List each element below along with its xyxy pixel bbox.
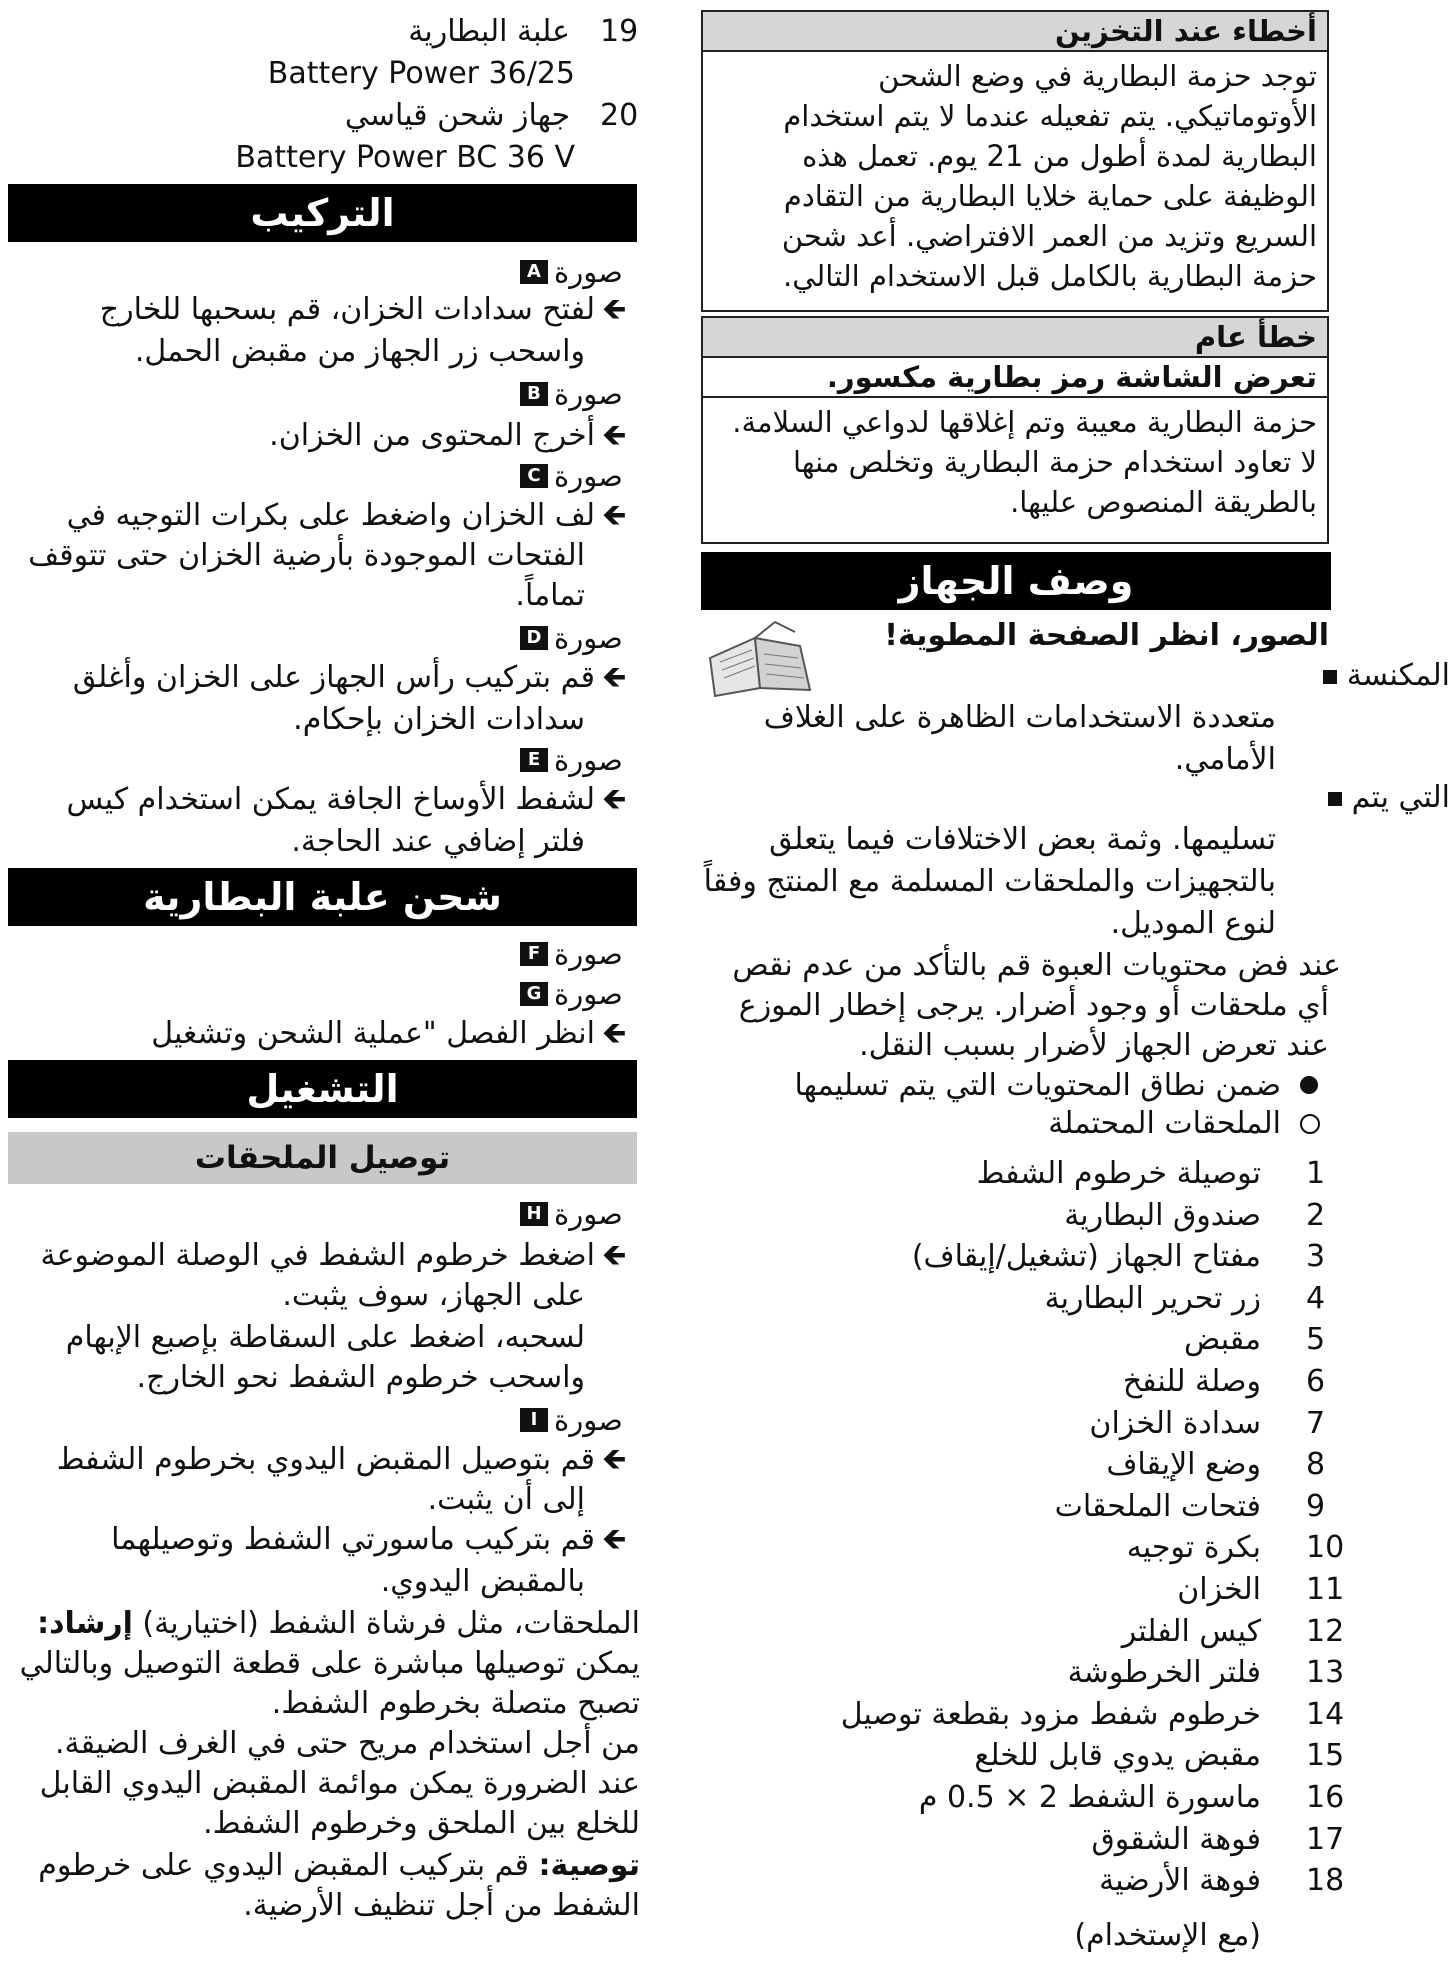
part-label: فوهة الأرضية	[1099, 1863, 1261, 1898]
general-error-body	[703, 398, 1327, 526]
part-number: 13	[1306, 1655, 1345, 1690]
part-number: 18	[1306, 1863, 1345, 1898]
item-label-ar: علبة البطارية	[408, 14, 570, 49]
recommendation-line: الشفط من أجل تنظيف الأرضية.	[243, 1888, 640, 1923]
storage-error-title: أخطاء عند التخزين	[703, 12, 1327, 52]
hint-line: للخلع بين الملحق وخرطوم الشفط.	[203, 1806, 640, 1841]
part-number: 8	[1306, 1447, 1326, 1482]
step-text: انظر الفصل "عملية الشحن وتشغيل	[151, 1016, 595, 1051]
part-number: 7	[1306, 1406, 1326, 1441]
figure-word: صورة	[554, 621, 623, 655]
figure-letter-box: C	[520, 464, 548, 488]
figure-letter-box: H	[520, 1202, 548, 1226]
open-circle-icon	[1300, 1114, 1320, 1138]
paragraph-line: بالتجهيزات والملحقات المسلمة مع المنتج وفقاً	[703, 864, 1276, 899]
step-text: الفتحات الموجودة بأرضية الخزان حتى تتوقف	[28, 538, 585, 573]
arrow-icon: 🡸	[602, 782, 627, 817]
step-text: لشفط الأوساخ الجافة يمكن استخدام كيس	[66, 782, 595, 817]
part-number: 2	[1306, 1198, 1326, 1233]
arrow-icon: 🡸	[602, 660, 627, 695]
figure-label-g	[520, 976, 623, 1012]
item-label-en: Battery Power 36/25	[267, 56, 575, 91]
step-text: قم بتركيب رأس الجهاز على الخزان وأغلق	[72, 660, 595, 695]
figure-label-h	[520, 1196, 623, 1232]
figure-word: صورة	[554, 977, 623, 1011]
step-text: على الجهاز، سوف يثبت.	[282, 1278, 585, 1313]
figure-word: صورة	[554, 459, 623, 493]
storage-error-line: الأوتوماتيكي. يتم تفعيله عندما لا يتم استخدام	[783, 99, 1317, 133]
part-number: 4	[1306, 1281, 1326, 1316]
foldout-book-icon	[700, 618, 830, 698]
figure-word: صورة	[554, 1403, 623, 1437]
part-label: بكرة توجيه	[1126, 1530, 1261, 1565]
item-number: 20	[600, 98, 639, 133]
general-error-subtitle: تعرض الشاشة رمز بطارية مكسور.	[703, 358, 1327, 398]
section-operation-header: التشغيل	[8, 1060, 637, 1118]
step-text: إلى أن يثبت.	[427, 1482, 585, 1517]
arrow-icon: 🡸	[602, 1522, 627, 1557]
figure-letter-box: F	[520, 942, 548, 966]
part-label: مقبض	[1183, 1322, 1261, 1357]
general-error-box	[701, 316, 1329, 544]
arrow-icon: 🡸	[602, 292, 627, 327]
storage-error-line: السريع وتزيد من العمر الافتراضي. أعد شحن	[781, 219, 1317, 253]
step-text: سدادات الخزان بإحكام.	[293, 702, 585, 737]
figure-label-d	[520, 620, 623, 656]
figure-letter-box: G	[520, 982, 548, 1006]
section-device-description-header: وصف الجهاز	[701, 552, 1331, 610]
paragraph-line: عند فض محتويات العبوة قم بالتأكد من عدم نقص	[732, 948, 1341, 983]
paragraph-line: لنوع الموديل.	[1110, 906, 1276, 941]
part-number: 15	[1306, 1738, 1345, 1773]
filled-circle-icon	[1300, 1076, 1318, 1098]
paragraph-line: تسليمها. وثمة بعض الاختلافات فيما يتعلق	[769, 822, 1276, 857]
figure-label-f	[520, 936, 623, 972]
bullet-lead: المكنسة	[1346, 658, 1450, 693]
hint-line: عند الضرورة يمكن موائمة المقبض اليدوي القابل	[39, 1766, 640, 1801]
general-error-line: لا تعاود استخدام حزمة البطارية وتخلص منها	[792, 445, 1317, 479]
general-error-title: خطأ عام	[703, 318, 1327, 358]
part-number: 12	[1306, 1614, 1345, 1649]
figure-letter-box: A	[520, 260, 548, 284]
part-label: فوهة الشقوق	[1091, 1822, 1261, 1857]
item-label-en: Battery Power BC 36 V	[235, 140, 575, 175]
square-bullet-icon	[1323, 670, 1337, 684]
figure-label-c	[520, 458, 623, 494]
part-label: كيس الفلتر	[1121, 1614, 1261, 1649]
hint-label: إرشاد:	[37, 1606, 133, 1641]
arrow-icon: 🡸	[602, 1016, 627, 1051]
section-installation-header: التركيب	[8, 184, 637, 242]
part-label: سدادة الخزان	[1089, 1406, 1261, 1441]
part-number: 6	[1306, 1364, 1326, 1399]
part-label: ماسورة الشفط 2 × 0.5 م	[918, 1780, 1261, 1815]
step-text: بالمقبض اليدوي.	[380, 1564, 585, 1599]
step-text: اضغط خرطوم الشفط في الوصلة الموضوعة	[40, 1238, 595, 1273]
storage-error-body	[703, 52, 1327, 300]
part-number: 1	[1306, 1156, 1326, 1191]
figure-letter-box: D	[520, 626, 548, 650]
part-label: صندوق البطارية	[1064, 1198, 1261, 1233]
step-text: لفتح سدادات الخزان، قم بسحبها للخارج	[99, 292, 595, 327]
item-number: 19	[600, 14, 639, 49]
step-text: لسحبه، اضغط على السقاطة بإصبع الإبهام	[65, 1320, 585, 1355]
hint-line: من أجل استخدام مريح حتى في الغرف الضيقة.	[54, 1726, 640, 1761]
part-label: توصيلة خرطوم الشفط	[976, 1156, 1261, 1191]
parts-note: (مع الإستخدام)	[1074, 1918, 1261, 1953]
part-number: 10	[1306, 1530, 1345, 1565]
storage-error-line: البطارية لمدة أطول من 21 يوم. تعمل هذه	[802, 139, 1317, 173]
arrow-icon: 🡸	[602, 418, 627, 453]
step-text: تماماً.	[515, 578, 585, 613]
part-label: وصلة للنفخ	[1122, 1364, 1261, 1399]
figure-letter-box: E	[520, 748, 548, 772]
paragraph-line: عند تعرض الجهاز لأضرار بسبب النقل.	[859, 1028, 1329, 1063]
legend-included: ضمن نطاق المحتويات التي يتم تسليمها	[794, 1068, 1281, 1103]
paragraph-line: متعددة الاستخدامات الظاهرة على الغلاف	[763, 700, 1276, 735]
item-label-ar: جهاز شحن قياسي	[344, 98, 570, 133]
storage-error-line: حزمة البطارية بالكامل قبل الاستخدام التالي.	[783, 259, 1317, 293]
part-label: وضع الإيقاف	[1106, 1447, 1261, 1482]
step-text: واسحب خرطوم الشفط نحو الخارج.	[136, 1360, 585, 1395]
figure-word: صورة	[554, 1197, 623, 1231]
step-text: قم بتركيب ماسورتي الشفط وتوصيلهما	[111, 1522, 595, 1557]
part-number: 14	[1306, 1697, 1345, 1732]
section-charging-header: شحن علبة البطارية	[8, 868, 637, 926]
part-label: فلتر الخرطوشة	[1067, 1655, 1261, 1690]
part-number: 3	[1306, 1239, 1326, 1274]
hint-line: يمكن توصيلها مباشرة على قطعة التوصيل وبالتالي	[19, 1646, 640, 1681]
part-number: 11	[1306, 1572, 1345, 1607]
arrow-icon: 🡸	[602, 1238, 627, 1273]
bullet-paragraph	[1310, 656, 1450, 696]
general-error-line: حزمة البطارية معيبة وتم إغلاقها لدواعي السلامة.	[732, 405, 1317, 439]
arrow-icon: 🡸	[602, 1442, 627, 1477]
figure-word: صورة	[554, 937, 623, 971]
part-label: فتحات الملحقات	[1054, 1489, 1261, 1524]
figure-word: صورة	[554, 377, 623, 411]
figure-label-b	[520, 376, 623, 412]
step-text: فلتر إضافي عند الحاجة.	[291, 824, 585, 859]
square-bullet-icon	[1328, 792, 1342, 806]
figure-word: صورة	[554, 743, 623, 777]
recommendation-line	[10, 1846, 640, 1886]
step-text: لف الخزان واضغط على بكرات التوجيه في	[66, 498, 595, 533]
see-foldout-note: الصور، انظر الصفحة المطوية!	[884, 618, 1329, 653]
paragraph-line: الأمامي.	[1174, 742, 1276, 777]
hint-line: تصبح متصلة بخرطوم الشفط.	[271, 1686, 640, 1721]
step-text: أخرج المحتوى من الخزان.	[269, 418, 595, 453]
arrow-icon: 🡸	[602, 498, 627, 533]
legend-optional: الملحقات المحتملة	[1048, 1106, 1281, 1141]
part-label: زر تحرير البطارية	[1044, 1281, 1261, 1316]
step-text: قم بتوصيل المقبض اليدوي بخرطوم الشفط	[56, 1442, 595, 1477]
hint-line	[10, 1604, 640, 1644]
bullet-paragraph	[1310, 778, 1450, 818]
step-text: واسحب زر الجهاز من مقبض الحمل.	[134, 334, 585, 369]
figure-letter-box: B	[520, 382, 548, 406]
bullet-lead: التي يتم	[1351, 780, 1450, 815]
storage-error-line: الوظيفة على حماية خلايا البطارية من التقادم	[783, 179, 1317, 213]
part-number: 5	[1306, 1322, 1326, 1357]
figure-label-e	[520, 742, 623, 778]
part-label: مفتاح الجهاز (تشغيل/إيقاف)	[911, 1239, 1261, 1274]
section-accessories-header: توصيل الملحقات	[8, 1132, 637, 1184]
figure-word: صورة	[554, 255, 623, 289]
storage-error-line: توجد حزمة البطارية في وضع الشحن	[878, 59, 1317, 93]
part-label: مقبض يدوي قابل للخلع	[974, 1738, 1261, 1773]
recommendation-text: قم بتركيب المقبض اليدوي على خرطوم	[38, 1848, 529, 1883]
general-error-line: بالطريقة المنصوص عليها.	[1010, 485, 1317, 519]
paragraph-line: أي ملحقات أو وجود أضرار. يرجى إخطار الموزع	[738, 988, 1329, 1023]
figure-letter-box: I	[520, 1408, 548, 1432]
part-number: 9	[1306, 1489, 1326, 1524]
recommendation-label: توصية:	[538, 1848, 640, 1883]
part-label: خرطوم شفط مزود بقطعة توصيل	[840, 1697, 1261, 1732]
part-number: 17	[1306, 1822, 1345, 1857]
figure-label-a	[520, 254, 623, 290]
storage-error-box	[701, 10, 1329, 312]
part-label: الخزان	[1177, 1572, 1261, 1607]
hint-lead: الملحقات، مثل فرشاة الشفط (اختيارية)	[142, 1606, 640, 1641]
part-number: 16	[1306, 1780, 1345, 1815]
figure-label-i	[520, 1402, 623, 1438]
